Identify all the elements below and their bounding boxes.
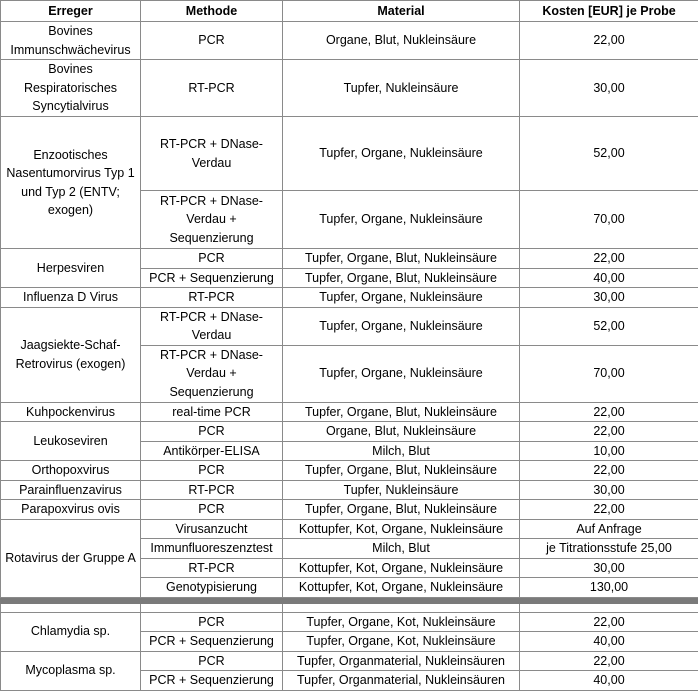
pathogen-cell: Chlamydia sp. xyxy=(1,612,141,651)
method-cell: RT-PCR + DNase-Verdau + Sequenzierung xyxy=(141,345,283,402)
header-methode: Methode xyxy=(141,1,283,22)
header-erreger: Erreger xyxy=(1,1,141,22)
material-cell: Tupfer, Organe, Nukleinsäure xyxy=(283,117,520,191)
material-cell: Organe, Blut, Nukleinsäure xyxy=(283,422,520,442)
table-row xyxy=(1,422,698,442)
material-cell: Kottupfer, Kot, Organe, Nukleinsäure xyxy=(283,558,520,578)
pathogen-cell: Influenza D Virus xyxy=(1,288,141,308)
cost-cell: 30,00 xyxy=(520,60,698,117)
pathogen-cell: Parapoxvirus ovis xyxy=(1,500,141,520)
header-row xyxy=(1,1,698,22)
method-cell: RT-PCR xyxy=(141,480,283,500)
pathogen-cell: Jaagsiekte-Schaf-Retrovirus (exogen) xyxy=(1,307,141,402)
method-cell: PCR + Sequenzierung xyxy=(141,671,283,691)
method-cell: RT-PCR xyxy=(141,558,283,578)
method-cell: Antikörper-ELISA xyxy=(141,441,283,461)
cost-cell: 22,00 xyxy=(520,500,698,520)
pathogen-cell: Orthopoxvirus xyxy=(1,461,141,481)
pathogen-cell: Herpesviren xyxy=(1,249,141,288)
method-cell: PCR xyxy=(141,461,283,481)
pathogen-cell: Bovines Immunschwächevirus xyxy=(1,22,141,60)
table-row xyxy=(1,612,698,632)
cost-cell: 22,00 xyxy=(520,402,698,422)
material-cell: Tupfer, Organe, Kot, Nukleinsäure xyxy=(283,612,520,632)
table-row xyxy=(1,117,698,191)
material-cell: Tupfer, Organmaterial, Nukleinsäuren xyxy=(283,651,520,671)
table-row xyxy=(1,402,698,422)
cost-cell: Auf Anfrage xyxy=(520,519,698,539)
cost-cell: 40,00 xyxy=(520,268,698,288)
cost-cell: 22,00 xyxy=(520,249,698,269)
material-cell: Tupfer, Organe, Nukleinsäure xyxy=(283,345,520,402)
cost-cell: 70,00 xyxy=(520,345,698,402)
material-cell: Tupfer, Organe, Nukleinsäure xyxy=(283,191,520,249)
table-row xyxy=(1,480,698,500)
pathogen-cell: Mycoplasma sp. xyxy=(1,651,141,690)
method-cell: PCR + Sequenzierung xyxy=(141,632,283,652)
table-row xyxy=(1,651,698,671)
spacer-cell xyxy=(1,603,141,612)
cost-cell: 52,00 xyxy=(520,307,698,345)
method-cell: PCR xyxy=(141,612,283,632)
cost-cell: 30,00 xyxy=(520,288,698,308)
method-cell: Immunfluoreszenztest xyxy=(141,539,283,559)
method-cell: PCR + Sequenzierung xyxy=(141,268,283,288)
table-row xyxy=(1,519,698,539)
table-row xyxy=(1,500,698,520)
material-cell: Tupfer, Organe, Nukleinsäure xyxy=(283,288,520,308)
cost-cell: 30,00 xyxy=(520,480,698,500)
cost-cell: 22,00 xyxy=(520,422,698,442)
table-row xyxy=(1,22,698,60)
cost-cell: 130,00 xyxy=(520,578,698,598)
spacer-cell xyxy=(141,603,283,612)
cost-cell: 30,00 xyxy=(520,558,698,578)
cost-cell: 40,00 xyxy=(520,632,698,652)
material-cell: Milch, Blut xyxy=(283,539,520,559)
material-cell: Tupfer, Organe, Nukleinsäure xyxy=(283,307,520,345)
pathogen-cell: Parainfluenzavirus xyxy=(1,480,141,500)
material-cell: Organe, Blut, Nukleinsäure xyxy=(283,22,520,60)
material-cell: Kottupfer, Kot, Organe, Nukleinsäure xyxy=(283,578,520,598)
table-row xyxy=(1,288,698,308)
method-cell: RT-PCR xyxy=(141,288,283,308)
method-cell: RT-PCR + DNase-Verdau xyxy=(141,307,283,345)
method-cell: PCR xyxy=(141,249,283,269)
table-row xyxy=(1,461,698,481)
cost-cell: 10,00 xyxy=(520,441,698,461)
spacer-cell xyxy=(520,603,698,612)
material-cell: Tupfer, Nukleinsäure xyxy=(283,60,520,117)
material-cell: Tupfer, Organe, Blut, Nukleinsäure xyxy=(283,249,520,269)
material-cell: Kottupfer, Kot, Organe, Nukleinsäure xyxy=(283,519,520,539)
material-cell: Tupfer, Organe, Blut, Nukleinsäure xyxy=(283,402,520,422)
table-row xyxy=(1,60,698,117)
material-cell: Tupfer, Organe, Blut, Nukleinsäure xyxy=(283,500,520,520)
pathogen-cell: Kuhpockenvirus xyxy=(1,402,141,422)
pathogen-cell: Enzootisches Nasentumorvirus Typ 1 und Typ 2 (ENTV; exogen) xyxy=(1,117,141,249)
table-row xyxy=(1,249,698,269)
method-cell: RT-PCR + DNase-Verdau + Sequenzierung xyxy=(141,191,283,249)
header-material: Material xyxy=(283,1,520,22)
spacer-cell xyxy=(283,603,520,612)
method-cell: RT-PCR + DNase-Verdau xyxy=(141,117,283,191)
cost-cell: 22,00 xyxy=(520,612,698,632)
table-row xyxy=(1,307,698,345)
method-cell: RT-PCR xyxy=(141,60,283,117)
spacer-row xyxy=(1,603,698,612)
cost-cell: 22,00 xyxy=(520,22,698,60)
method-cell: Virusanzucht xyxy=(141,519,283,539)
cost-cell: 22,00 xyxy=(520,461,698,481)
method-cell: PCR xyxy=(141,651,283,671)
cost-cell: 40,00 xyxy=(520,671,698,691)
cost-cell: 70,00 xyxy=(520,191,698,249)
method-cell: PCR xyxy=(141,422,283,442)
pathogen-cell: Leukoseviren xyxy=(1,422,141,461)
material-cell: Tupfer, Nukleinsäure xyxy=(283,480,520,500)
header-kosten: Kosten [EUR] je Probe xyxy=(520,1,698,22)
material-cell: Tupfer, Organe, Blut, Nukleinsäure xyxy=(283,461,520,481)
method-cell: real-time PCR xyxy=(141,402,283,422)
cost-cell: 22,00 xyxy=(520,651,698,671)
method-cell: PCR xyxy=(141,22,283,60)
material-cell: Tupfer, Organe, Blut, Nukleinsäure xyxy=(283,268,520,288)
method-cell: PCR xyxy=(141,500,283,520)
material-cell: Tupfer, Organe, Kot, Nukleinsäure xyxy=(283,632,520,652)
material-cell: Tupfer, Organmaterial, Nukleinsäuren xyxy=(283,671,520,691)
cost-cell: je Titrationsstufe 25,00 xyxy=(520,539,698,559)
pathogen-cell: Bovines Respiratorisches Syncytialvirus xyxy=(1,60,141,117)
cost-cell: 52,00 xyxy=(520,117,698,191)
material-cell: Milch, Blut xyxy=(283,441,520,461)
pathogen-cell: Rotavirus der Gruppe A xyxy=(1,519,141,597)
method-cell: Genotypisierung xyxy=(141,578,283,598)
